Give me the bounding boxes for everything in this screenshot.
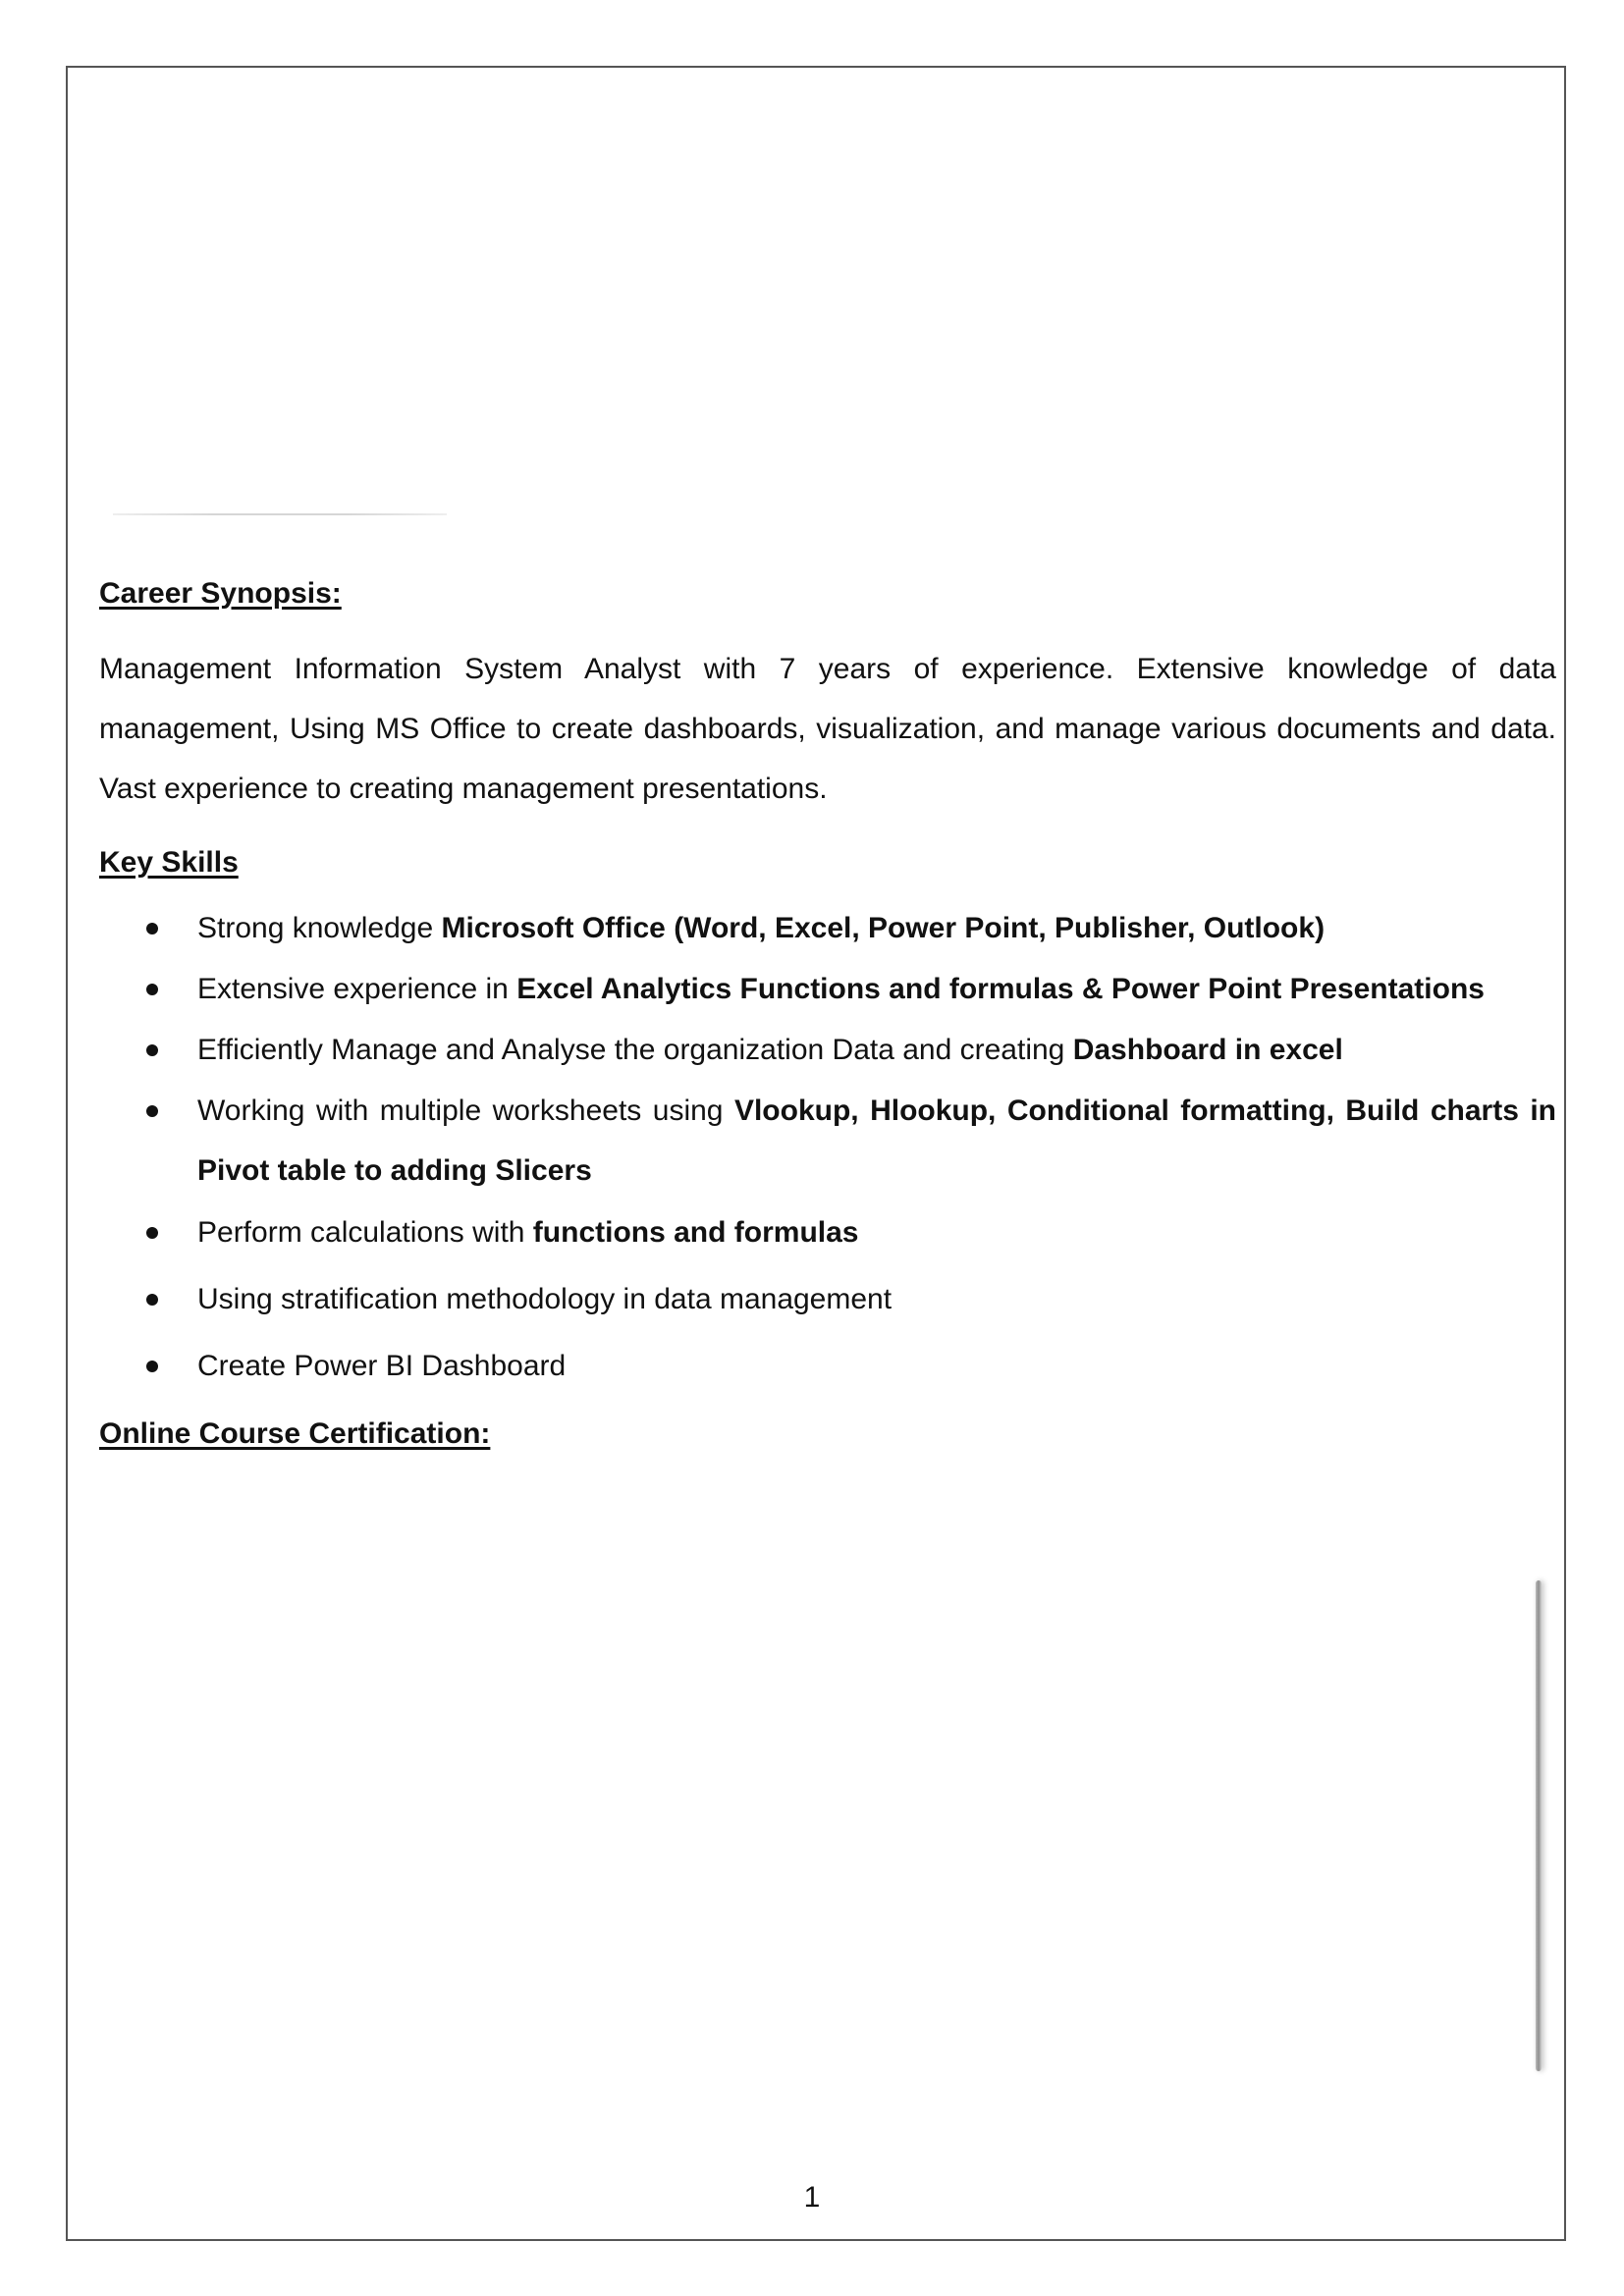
skill-text: Using stratification methodology in data management [197,1283,893,1315]
skill-item [99,1202,1556,1262]
bullet-icon [146,1269,158,1329]
bullet-icon [146,898,158,958]
page-number: 1 [803,2181,821,2214]
skill-text: Perform calculations with [197,1216,533,1249]
career-synopsis-text: Management Information System Analyst with 7 years of experience. Extensive knowledge of data management, Using MS Office to create dashboards, visualization, and manage various documents and data. Vast experience to creating management presentations. [99,653,1556,805]
skill-highlight: Excel Analytics Functions and formulas & Power Point Presentations [516,973,1485,1005]
online-course-certification-heading: Online Course Certification: [99,1417,491,1450]
vertical-shadow-bar [1536,1580,1542,2071]
skill-item [99,1269,1556,1329]
skill-highlight: Microsoft Office (Word, Excel, Power Point, Publisher, Outlook) [441,912,1326,944]
key-skills-heading: Key Skills [99,846,239,879]
bullet-icon [146,959,158,1019]
skill-text: Extensive experience in [197,973,517,1005]
skill-highlight: Dashboard in excel [1072,1034,1343,1066]
skill-item [99,898,1556,958]
skill-text: Efficiently Manage and Analyse the organization Data and creating [197,1034,1073,1066]
bullet-icon [146,1081,158,1141]
skill-text: Create Power BI Dashboard [197,1350,567,1382]
skill-text: Working with multiple worksheets using [197,1095,734,1127]
bullet-icon [146,1020,158,1080]
skill-item [99,959,1556,1019]
skill-highlight: functions and formulas [532,1216,859,1249]
career-synopsis-heading: Career Synopsis: [99,577,342,610]
skill-item [99,1081,1556,1201]
faint-divider-line [113,513,447,515]
bullet-icon [146,1202,158,1262]
skill-highlight: Vlookup, Hlookup, Conditional formatting, Build charts in Pivot table to adding Slicers [197,1095,1557,1187]
skill-item [99,1020,1556,1080]
skill-item [99,1336,1556,1396]
bullet-icon [146,1336,158,1396]
skill-text: Strong knowledge [197,912,442,944]
